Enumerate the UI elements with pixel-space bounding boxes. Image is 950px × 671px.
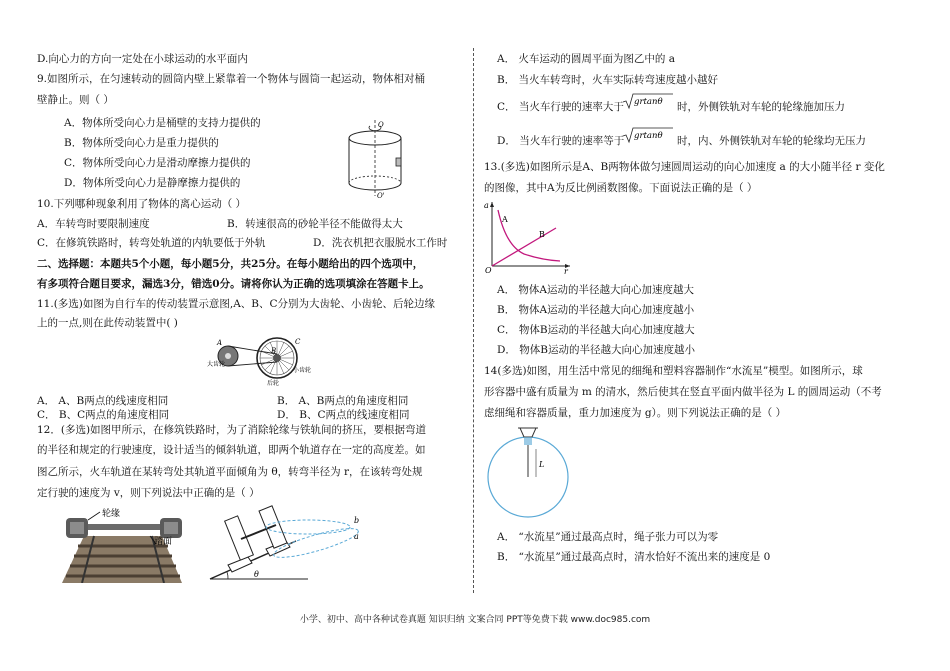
q12-stem-2: 的半径和规定的行驶速度，设计适当的倾斜轨道，即两个轨道存在一定的高度差。如 bbox=[37, 444, 426, 456]
axis-top-label: O bbox=[378, 121, 384, 129]
q12-stem-4: 定行驶的速度为 v，则下列说法中正确的是（ ） bbox=[37, 487, 260, 499]
q12-stem-3: 图乙所示，火车轨道在某转弯处其轨道平面倾角为 θ，转弯半径为 r，在该转弯处规 bbox=[37, 466, 423, 478]
q13-stem-2: 的图像，其中A为反比例函数图像。下面说法正确的是（ ） bbox=[484, 182, 758, 194]
q10-stem: 10.下列哪种现象利用了物体的离心运动（ ） bbox=[37, 198, 247, 210]
q12-option-c-part2: 时，外侧铁轨对车轮的轮缘施加压力 bbox=[677, 101, 845, 113]
q11-option-b: B． A、B两点的角速度相同 bbox=[277, 395, 409, 407]
circle-b-label: b bbox=[354, 516, 360, 525]
q14-stem-2: 形容器中盛有质量为 m 的清水，然后使其在竖直平面内做半径为 L 的圆周运动（不考 bbox=[484, 386, 882, 398]
q13-stem-1: 13.(多选)如图所示是A、B两物体做匀速圆周运动的向心加速度 a 的大小随半径 r 变化 bbox=[484, 161, 885, 173]
rear-wheel-label: 后轮 bbox=[267, 380, 280, 387]
q12-option-c-part1: C． 当火车行驶的速率大于 bbox=[497, 101, 624, 113]
rotating-cylinder-figure bbox=[340, 118, 410, 200]
q9-option-d: D．物体所受向心力是静摩擦力提供的 bbox=[64, 177, 241, 189]
page-footer: 小学、初中、高中各种试卷真题 知识归纳 文案合同 PPT等免费下载 www.doc985.com bbox=[299, 615, 651, 625]
section2-heading-1: 二、选择题：本题共5个小题，每小题5分，共25分。在每小题给出的四个选项中， bbox=[37, 258, 424, 270]
q13-option-b: B． 物体A运动的半径越大向心加速度越小 bbox=[497, 304, 695, 316]
sqrt-radicand-d: grtanθ bbox=[634, 131, 663, 141]
theta-label: θ bbox=[254, 570, 259, 579]
q11-stem-2: 上的一点,则在此传动装置中( ) bbox=[37, 317, 178, 329]
q12-stem-1: 12．(多选)如图甲所示，在修筑铁路时，为了消除轮缘与铁轨间的挤压，要根据弯道 bbox=[37, 424, 427, 436]
q12-option-d-part1: D． 当火车行驶的速率等于 bbox=[497, 135, 625, 147]
water-meteor-figure bbox=[484, 425, 594, 525]
q14-stem-3: 虑细绳和容器质量，重力加速度为 g）。则下列说法正确的是（ ） bbox=[484, 407, 787, 419]
q12-option-b: B． 当火车转弯时，火车实际转弯速度越小越好 bbox=[497, 74, 719, 86]
q9-stem-2: 壁静止。则（ ） bbox=[37, 94, 114, 106]
tread-label: 踏面 bbox=[154, 537, 173, 547]
big-gear-label: 大齿轮 bbox=[207, 361, 226, 368]
q9-option-c: C．物体所受向心力是滑动摩擦力提供的 bbox=[64, 157, 251, 169]
inclined-track-figure bbox=[208, 505, 368, 585]
q14-option-b: B． “水流星”通过最高点时，清水恰好不流出来的速度是 0 bbox=[497, 551, 771, 563]
q10-option-c: C．在修筑铁路时，转弯处轨道的内轨要低于外轨 bbox=[37, 237, 266, 249]
x-axis-label: r bbox=[564, 267, 568, 274]
q11-stem-1: 11.(多选)如图为自行车的传动装置示意图,A、B、C分别为大齿轮、小齿轮、后轮边缘 bbox=[37, 298, 436, 310]
q13-option-d: D． 物体B运动的半径越大向心加速度越小 bbox=[497, 344, 695, 356]
flange-label: 轮缘 bbox=[102, 509, 121, 519]
train-wheel-track-figure bbox=[62, 506, 187, 583]
origin-label: O bbox=[485, 266, 492, 274]
point-c-label: C bbox=[295, 338, 301, 346]
q11-option-d: D． B、C两点的线速度相同 bbox=[277, 409, 410, 421]
q13-option-a: A． 物体A运动的半径越大向心加速度越大 bbox=[497, 284, 695, 296]
series-a-label: A bbox=[502, 215, 508, 224]
q9-stem-1: 9.如图所示，在匀速转动的圆筒内壁上紧靠着一个物体与圆筒一起运动，物体相对桶 bbox=[37, 73, 426, 85]
q10-option-a: A．车转弯时要限制速度 bbox=[37, 218, 150, 230]
q10-option-d: D．洗衣机把衣服脱水工作时 bbox=[313, 237, 448, 249]
bicycle-transmission-figure bbox=[205, 332, 315, 387]
sqrt-expression-c bbox=[622, 92, 674, 110]
q9-option-b: B．物体所受向心力是重力提供的 bbox=[64, 137, 219, 149]
small-gear-label: 小齿轮 bbox=[293, 367, 312, 374]
q11-option-a: A． A、B两点的线速度相同 bbox=[37, 395, 169, 407]
q12-option-a: A． 火车运动的圆周平面为图乙中的 a bbox=[497, 53, 676, 65]
q12-option-d-part2: 时，内、外侧铁轨对车轮的轮缘均无压力 bbox=[677, 135, 866, 147]
circle-a-label: a bbox=[354, 532, 359, 541]
axis-bottom-label: O' bbox=[377, 192, 385, 200]
section2-heading-2: 有多项符合题目要求，漏选3分，错选0分。请将你认为正确的选项填涂在答题卡上。 bbox=[37, 278, 430, 290]
q10-option-b: B．转速很高的砂轮半径不能做得太大 bbox=[227, 218, 403, 230]
series-b-label: B bbox=[539, 230, 545, 239]
sqrt-expression-d bbox=[622, 126, 674, 144]
q13-option-c: C． 物体B运动的半径越大向心加速度越大 bbox=[497, 324, 695, 336]
q14-option-a: A． “水流星”通过最高点时，绳子张力可以为零 bbox=[497, 531, 719, 543]
sqrt-radicand-c: grtanθ bbox=[634, 97, 663, 107]
y-axis-label: a bbox=[484, 201, 489, 210]
q11-option-c: C． B、C两点的角速度相同 bbox=[37, 409, 170, 421]
q9-option-a: A．物体所受向心力是桶壁的支持力提供的 bbox=[64, 117, 261, 129]
acceleration-radius-graph bbox=[484, 198, 574, 274]
q14-stem-1: 14(多选)如图，用生活中常见的细绳和塑料容器制作“水流星”模型。如图所示，球 bbox=[484, 365, 863, 377]
radius-l-label: L bbox=[539, 460, 545, 469]
line-b bbox=[492, 228, 556, 266]
q8-option-d: D.向心力的方向一定处在小球运动的水平面内 bbox=[37, 53, 248, 65]
column-divider bbox=[473, 48, 474, 593]
point-b-label: B bbox=[271, 347, 277, 355]
point-a-label: A bbox=[217, 339, 223, 347]
